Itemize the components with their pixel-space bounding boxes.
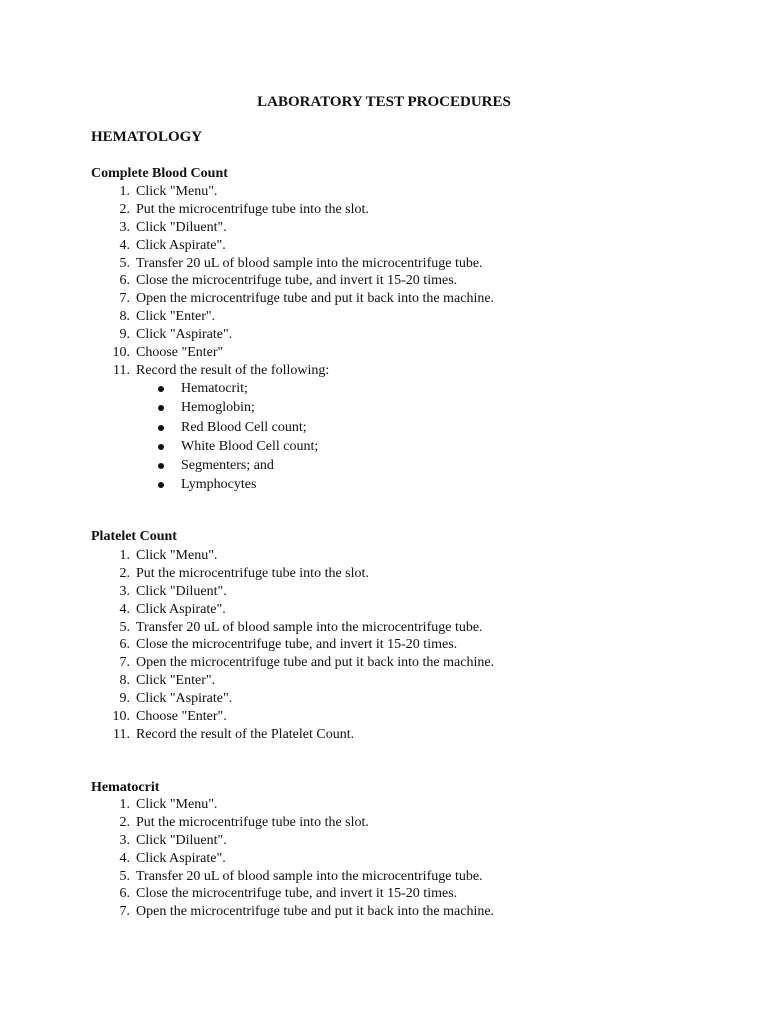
platelet-steps-list xyxy=(112,547,495,744)
step-number: 3. xyxy=(119,832,130,848)
result-item xyxy=(181,456,318,475)
list-item xyxy=(119,636,494,654)
document-title: LABORATORY TEST PROCEDURES xyxy=(257,94,511,110)
list-item xyxy=(119,868,494,886)
result-text: Segmenters; and xyxy=(181,458,274,474)
step-text: Close the microcentrifuge tube, and invert it 15-20 times. xyxy=(136,273,458,289)
step-text: Click "Aspirate". xyxy=(136,691,233,707)
step-number: 11. xyxy=(113,726,130,742)
heading-complete-blood-count: Complete Blood Count xyxy=(91,166,228,181)
step-number: 10. xyxy=(112,709,130,725)
list-item xyxy=(119,601,494,619)
bullet-icon xyxy=(158,425,164,431)
step-number: 3. xyxy=(119,219,130,235)
list-item xyxy=(119,796,494,814)
step-number: 3. xyxy=(119,583,130,599)
list-item xyxy=(119,255,494,273)
hematocrit-steps-list xyxy=(119,796,495,921)
step-number: 11. xyxy=(113,362,130,378)
step-text: Click "Diluent". xyxy=(136,583,227,599)
heading-hematocrit: Hematocrit xyxy=(91,780,160,795)
list-item xyxy=(119,326,494,344)
list-item xyxy=(119,272,494,290)
list-item xyxy=(119,885,494,903)
step-text: Open the microcentrifuge tube and put it back into the machine. xyxy=(136,655,495,671)
step-text: Put the microcentrifuge tube into the slot. xyxy=(136,814,369,830)
step-text: Record the result of the Platelet Count. xyxy=(136,726,355,742)
result-text: Lymphocytes xyxy=(181,477,257,493)
step-text: Choose "Enter". xyxy=(136,709,227,725)
step-text: Close the microcentrifuge tube, and invert it 15-20 times. xyxy=(136,886,458,902)
step-text: Click "Menu". xyxy=(136,548,218,563)
step-number: 5. xyxy=(119,868,130,884)
step-text: Click "Enter". xyxy=(136,309,216,325)
list-item xyxy=(119,308,494,326)
step-text: Transfer 20 uL of blood sample into the microcentrifuge tube. xyxy=(136,868,483,884)
step-number: 1. xyxy=(119,797,130,812)
step-number: 8. xyxy=(119,673,130,689)
list-item xyxy=(119,814,494,832)
list-item xyxy=(119,654,495,672)
step-number: 6. xyxy=(119,886,130,902)
bullet-icon xyxy=(158,405,164,411)
step-number: 5. xyxy=(119,255,130,271)
step-text: Click "Menu". xyxy=(136,184,218,199)
list-item xyxy=(119,690,494,708)
step-text: Record the result of the following: xyxy=(136,362,330,378)
step-number: 10. xyxy=(112,345,130,361)
step-text: Click "Diluent". xyxy=(136,832,227,848)
step-number: 1. xyxy=(119,548,130,563)
result-item xyxy=(181,379,318,398)
bullet-icon xyxy=(158,444,164,450)
step-number: 9. xyxy=(119,327,130,343)
list-item xyxy=(113,362,494,380)
step-number: 2. xyxy=(119,565,130,581)
list-item xyxy=(112,708,494,726)
result-item xyxy=(181,398,318,417)
result-text: Red Blood Cell count; xyxy=(181,419,307,435)
list-item xyxy=(119,183,494,201)
step-number: 7. xyxy=(119,655,130,671)
step-text: Open the microcentrifuge tube and put it back into the machine. xyxy=(136,291,495,307)
step-number: 4. xyxy=(119,601,130,617)
step-number: 5. xyxy=(119,619,130,635)
result-item xyxy=(181,437,318,456)
step-text: Put the microcentrifuge tube into the slot. xyxy=(136,201,369,217)
step-text: Close the microcentrifuge tube, and invert it 15-20 times. xyxy=(136,637,458,653)
step-number: 2. xyxy=(119,814,130,830)
cbc-results-list xyxy=(181,379,318,495)
bullet-icon xyxy=(158,463,164,469)
step-text: Choose "Enter" xyxy=(136,345,224,361)
list-item xyxy=(119,565,494,583)
step-number: 6. xyxy=(119,273,130,289)
result-text: White Blood Cell count; xyxy=(181,438,319,454)
list-item xyxy=(119,619,494,637)
result-text: Hemoglobin; xyxy=(181,400,255,416)
list-item xyxy=(119,672,494,690)
step-text: Put the microcentrifuge tube into the slot. xyxy=(136,565,369,581)
list-item xyxy=(119,547,494,565)
bullet-icon xyxy=(158,386,164,392)
step-text: Click "Menu". xyxy=(136,797,218,812)
step-number: 9. xyxy=(119,691,130,707)
list-item xyxy=(112,344,494,362)
step-text: Click "Aspirate". xyxy=(136,327,233,343)
bullet-icon xyxy=(158,482,164,488)
list-item xyxy=(119,832,494,850)
step-text: Open the microcentrifuge tube and put it back into the machine. xyxy=(136,904,495,920)
step-text: Click Aspirate". xyxy=(136,237,226,253)
step-number: 7. xyxy=(119,291,130,307)
step-text: Transfer 20 uL of blood sample into the microcentrifuge tube. xyxy=(136,619,483,635)
list-item xyxy=(119,290,495,308)
step-text: Click "Enter". xyxy=(136,673,216,689)
list-item xyxy=(119,583,494,601)
step-text: Click "Diluent". xyxy=(136,219,227,235)
list-item xyxy=(113,726,494,744)
result-item xyxy=(181,475,318,494)
list-item xyxy=(119,201,494,219)
cbc-steps-list xyxy=(112,183,495,380)
step-number: 4. xyxy=(119,850,130,866)
step-number: 1. xyxy=(119,184,130,199)
step-text: Click Aspirate". xyxy=(136,601,226,617)
result-text: Hematocrit; xyxy=(181,381,248,396)
step-text: Transfer 20 uL of blood sample into the microcentrifuge tube. xyxy=(136,255,483,271)
heading-platelet-count: Platelet Count xyxy=(91,529,177,544)
list-item xyxy=(119,237,494,255)
step-number: 7. xyxy=(119,904,130,920)
list-item xyxy=(119,903,495,921)
result-item xyxy=(181,418,318,437)
list-item xyxy=(119,850,494,868)
list-item xyxy=(119,219,494,237)
step-number: 8. xyxy=(119,309,130,325)
step-text: Click Aspirate". xyxy=(136,850,226,866)
section-title-hematology: HEMATOLOGY xyxy=(91,129,203,145)
step-number: 2. xyxy=(119,201,130,217)
step-number: 4. xyxy=(119,237,130,253)
step-number: 6. xyxy=(119,637,130,653)
